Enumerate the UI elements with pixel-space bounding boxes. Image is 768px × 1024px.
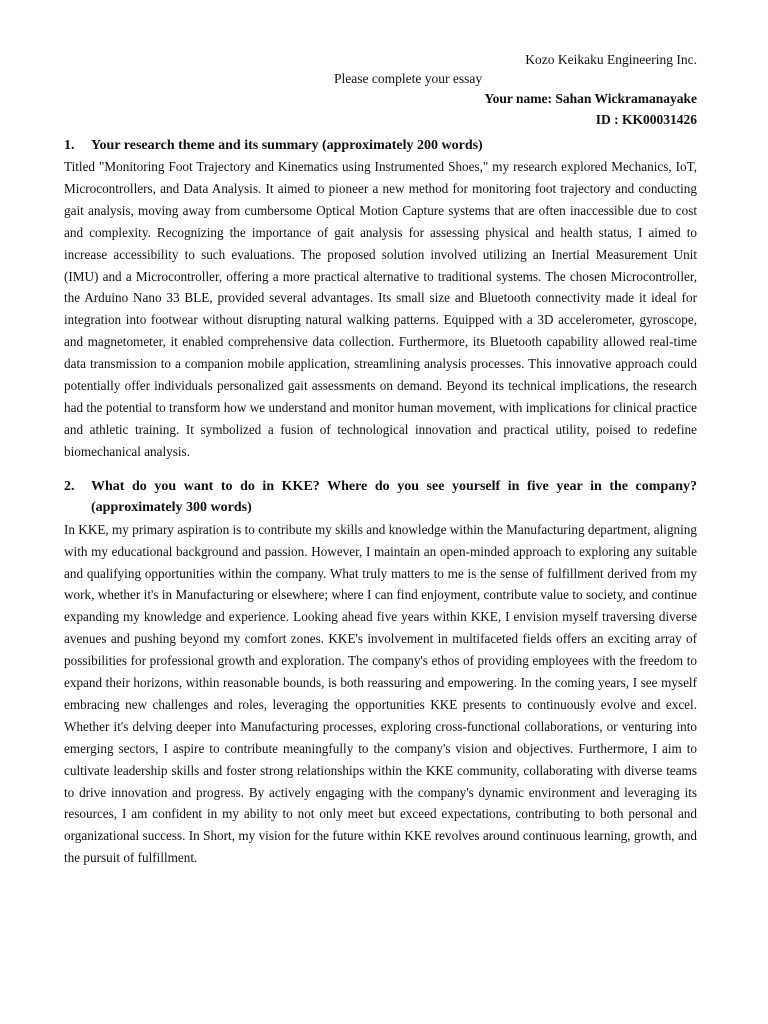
section-2-body: In KKE, my primary aspiration is to contribute my skills and knowledge within the Manufacturing department, aligning with my educational background and passion. However, I maintain an open-minded approach to exploring any suitable and qualifying opportunities within the company. What truly matters to me is the sense of fulfillment derived from my work, whether it's in Manufacturing or elsewhere; where I can find enjoyment, contribute value to society, and continue expanding my knowledge and experience. Looking ahead five years within KKE, I envision myself traversing diverse avenues and pushing beyond my comfort zones. KKE's involvement in multifaceted fields offers an exciting array of possibilities for professional growth and exploration. The company's ethos of providing employees with the freedom to expand their horizons, within reasonable bounds, is both reassuring and empowering. In the coming years, I see myself embracing new challenges and roles, leveraging the opportunities KKE presents to continuously evolve and excel. Whether it's delving deeper into Manufacturing processes, exploring cross-functional collaborations, or venturing into emerging sectors, I aspire to contribute meaningfully to the company's vision and objectives. Furthermore, I aim to cultivate leadership skills and foster strong relationships within the KKE community, collaborating with diverse teams to drive innovation and progress. By actively engaging with the company's dynamic environment and leveraging its resources, I am confident in my ability to not only meet but exceed expectations, contributing to both personal and organizational success. In Short, my vision for the future within KKE revolves around continuous learning, growth, and the pursuit of fulfillment. (64, 521, 697, 866)
section-1-title: Your research theme and its summary (approximately 200 words) (91, 138, 483, 153)
section-1-heading (64, 135, 697, 156)
applicant-id: ID : KK00031426 (595, 112, 697, 127)
applicant-name: Your name: Sahan Wickramanayake (484, 91, 697, 106)
section-2-number: 2. (64, 478, 75, 494)
section-2-title: What do you want to do in KKE? Where do you see yourself in five year in the company? (approximately 300 words) (91, 478, 697, 516)
section-1-number: 1. (64, 138, 75, 153)
essay-instruction: Please complete your essay (334, 71, 483, 86)
essay-page (64, 50, 697, 869)
company-name: Kozo Keikaku Engineering Inc. (525, 52, 697, 67)
section-1-body: Titled "Monitoring Foot Trajectory and Kinematics using Instrumented Shoes," my research explored Mechanics, IoT, Microcontrollers, and Data Analysis. It aimed to pioneer a new method for monitoring foot trajectory and conducting gait analysis, moving away from cumbersome Optical Motion Capture systems that are often inaccessible due to cost and complexity. Recognizing the importance of gait analysis for assessing physical and health status, I aimed to increase accessibility to such evaluations. The proposed solution involved utilizing an Inertial Measurement Unit (IMU) and a Microcontroller, offering a more practical alternative to traditional systems. The chosen Microcontroller, the Arduino Nano 33 BLE, provided several advantages. Its small size and Bluetooth connectivity made it ideal for integration into footwear without disrupting natural walking patterns. Equipped with a 3D accelerometer, gyroscope, and magnetometer, it enabled comprehensive data collection. Furthermore, its Bluetooth capability allowed real-time data transmission to a companion mobile application, streamlining analysis processes. This innovative approach could potentially offer individuals personalized gait assessments on demand. Beyond its technical implications, the research had the potential to transform how we understand and monitor human movement, with implications for clinical practice and athletic training. It symbolized a fusion of technological innovation and practical utility, poised to redefine biomechanical analysis. (64, 159, 697, 459)
section-spacer (64, 463, 697, 476)
section-2-heading (64, 476, 697, 519)
